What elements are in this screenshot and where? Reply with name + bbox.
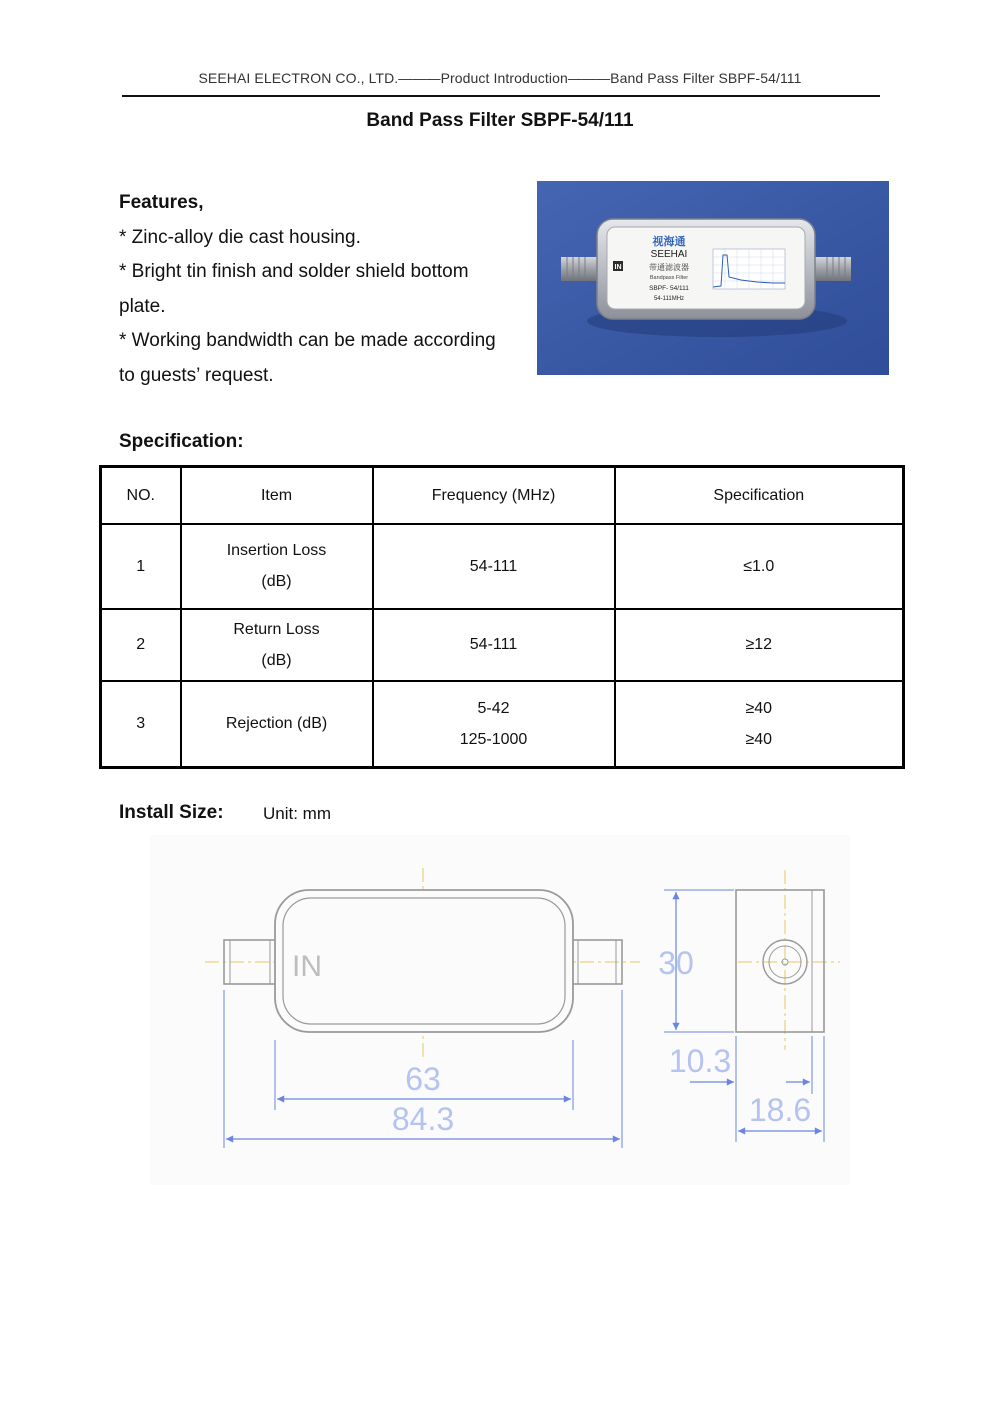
cell-line: 54-111: [469, 636, 518, 653]
cell-no: 1: [101, 524, 181, 609]
feature-line: to guests’ request.: [119, 364, 274, 386]
feature-line: plate.: [119, 295, 166, 317]
header-divider: [122, 95, 880, 97]
page-header: SEEHAI ELECTRON CO., LTD.———Product Introduction———Band Pass Filter SBPF-54/111: [198, 70, 802, 86]
install-size-heading: Install Size:: [119, 802, 224, 823]
page-title: Band Pass Filter SBPF-54/111: [366, 110, 634, 131]
photo-left-connector: [561, 257, 599, 281]
photo-range: 54-111MHz: [653, 296, 685, 302]
product-photo: [537, 181, 889, 375]
cell-line: Return Loss: [233, 620, 320, 638]
cell-line: 125-1000: [459, 730, 528, 748]
dimension-text-10-3: 10.3: [668, 1043, 732, 1079]
features-section: [119, 186, 529, 393]
features-heading: Features,: [119, 192, 204, 213]
dimension-text-63: 63: [405, 1061, 441, 1097]
cell-line: (dB): [261, 573, 292, 590]
cell-frequency: [373, 609, 615, 681]
cell-line: ≥40: [745, 730, 773, 748]
cell-line: 5-42: [477, 699, 510, 717]
cell-item: [181, 609, 373, 681]
feature-line: * Zinc-alloy die cast housing.: [119, 226, 361, 248]
specification-heading: Specification:: [119, 431, 244, 452]
photo-model: SBPF- 54/111: [649, 285, 689, 292]
specification-table: [99, 465, 905, 769]
column-header-specification: Specification: [615, 467, 904, 524]
photo-brand-cn: 视海通: [652, 235, 686, 248]
cell-spec: [615, 681, 904, 768]
cell-line: ≥12: [745, 636, 773, 653]
feature-line: * Bright tin finish and solder shield bottom: [119, 261, 469, 282]
cell-no: 2: [101, 609, 181, 681]
dimension-text-30: 30: [658, 945, 694, 981]
cell-spec: [615, 609, 904, 681]
table-header-row: [101, 467, 904, 524]
column-header-item: Item: [181, 467, 373, 524]
cell-line: ≤1.0: [743, 557, 775, 575]
cell-line: Rejection (dB): [225, 715, 328, 733]
photo-brand: SEEHAI: [650, 249, 688, 260]
cell-line: Insertion Loss: [226, 542, 327, 559]
cell-line: 54-111: [469, 557, 518, 575]
cell-line: ≥40: [745, 699, 773, 717]
cell-no: 3: [101, 681, 181, 768]
cell-frequency: [373, 681, 615, 768]
photo-in-label: IN: [614, 264, 622, 271]
table-row: [101, 609, 904, 681]
column-header-frequency: Frequency (MHz): [373, 467, 615, 524]
photo-type: Bandpass Filter: [649, 275, 689, 281]
dimension-text-18-6: 18.6: [748, 1092, 812, 1128]
table-row: [101, 681, 904, 768]
install-size-unit: Unit: mm: [263, 804, 331, 823]
drawing-in-label: IN: [292, 950, 322, 983]
feature-line: * Working bandwidth can be made according: [119, 330, 496, 351]
cell-spec: [615, 524, 904, 609]
photo-type-cn: 带通滤波器: [649, 263, 689, 272]
cell-item: [181, 524, 373, 609]
install-size-drawing: [150, 835, 850, 1185]
cell-frequency: [373, 524, 615, 609]
cell-line: (dB): [261, 651, 292, 669]
cell-item: [181, 681, 373, 768]
column-header-no: NO.: [101, 467, 181, 524]
dimension-text-84-3: 84.3: [391, 1101, 455, 1137]
photo-right-connector: [813, 257, 851, 281]
table-row: [101, 524, 904, 609]
photo-response-graph-icon: [713, 249, 785, 289]
